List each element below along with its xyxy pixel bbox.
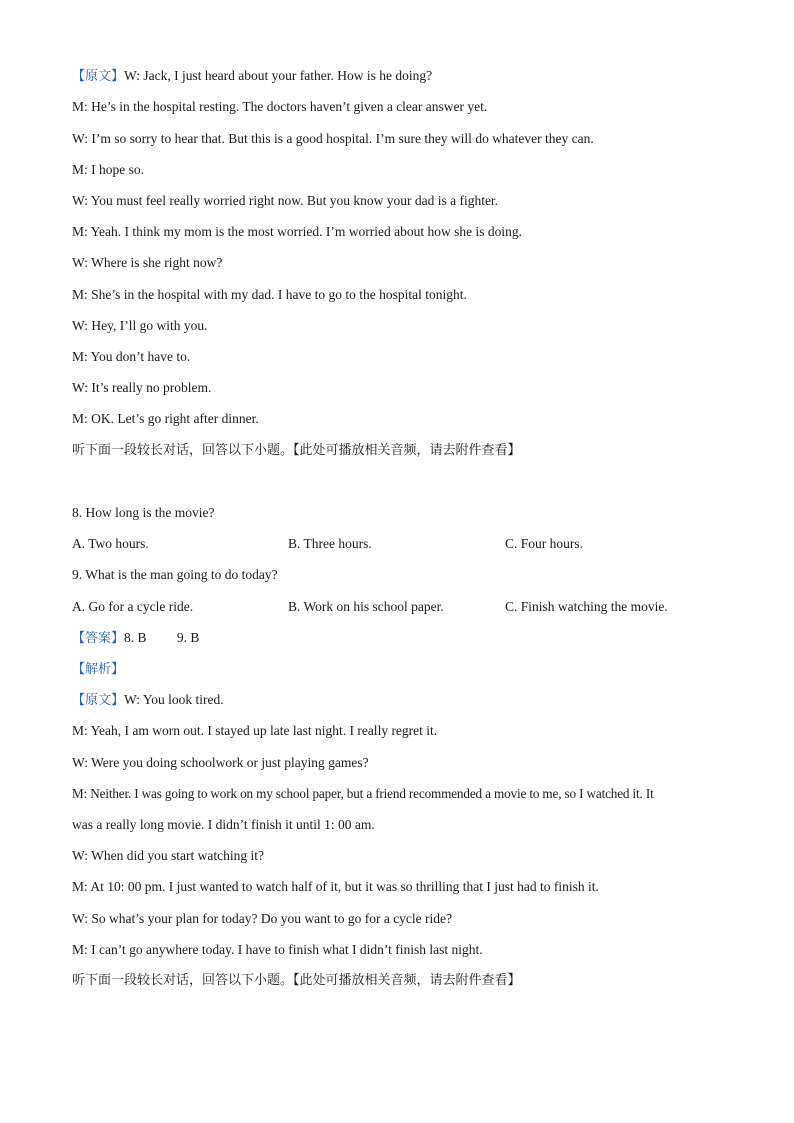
transcript-line: 【原文】W: You look tired. [72, 692, 224, 708]
analysis-tag: 【解析】 [72, 662, 125, 677]
answer-tag: 【答案】 [72, 631, 125, 646]
transcript-line: M: I hope so. [72, 162, 144, 177]
option-c: C. Finish watching the movie. [505, 599, 668, 614]
transcript-line: W: Were you doing schoolwork or just playing games? [72, 755, 369, 770]
option-a: A. Go for a cycle ride. [72, 599, 194, 614]
transcript-line: M: OK. Let’s go right after dinner. [72, 411, 259, 426]
transcript-line: M: Yeah, I am worn out. I stayed up late last night. I really regret it. [72, 723, 438, 738]
original-text-tag: 【原文】 [72, 69, 125, 84]
transcript-line: was a really long movie. I didn’t finish it until 1: 00 am. [72, 817, 375, 832]
transcript-line: W: When did you start watching it? [72, 848, 264, 863]
transcript-line: M: You don’t have to. [72, 349, 191, 364]
transcript-line: W: It’s really no problem. [72, 380, 212, 395]
transcript-line: W: You must feel really worried right now. But you know your dad is a fighter. [72, 193, 499, 208]
transcript-line: M: Neither. I was going to work on my school paper, but a friend recommended a movie to me, so I watched it. It [72, 786, 654, 801]
transcript-line: 【原文】W: Jack, I just heard about your father. How is he doing? [72, 68, 433, 84]
transcript-line: W: Hey, I’ll go with you. [72, 318, 208, 333]
transcript-line: M: He’s in the hospital resting. The doctors haven’t given a clear answer yet. [72, 99, 488, 114]
answer-line [72, 629, 199, 648]
question-stem: 8. How long is the movie? [72, 505, 215, 520]
option-b: B. Work on his school paper. [288, 599, 444, 614]
listening-instruction: 听下面一段较长对话，回答以下小题。【此处可播放相关音频，请去附件查看】 [72, 443, 521, 458]
option-b: B. Three hours. [288, 536, 372, 551]
transcript-line: M: She’s in the hospital with my dad. I have to go to the hospital tonight. [72, 287, 467, 302]
transcript-line: W: So what’s your plan for today? Do you want to go for a cycle ride? [72, 911, 453, 926]
answer-text: 8. B 9. B [124, 630, 200, 645]
transcript-line: W: I’m so sorry to hear that. But this is a good hospital. I’m sure they will do whatever they can. [72, 131, 594, 146]
transcript-line: M: I can’t go anywhere today. I have to finish what I didn’t finish last night. [72, 942, 483, 957]
option-c: C. Four hours. [505, 536, 584, 551]
transcript-line: W: Where is she right now? [72, 255, 223, 270]
question-stem: 9. What is the man going to do today? [72, 567, 278, 582]
listening-instruction: 听下面一段较长对话，回答以下小题。【此处可播放相关音频，请去附件查看】 [72, 973, 521, 988]
transcript-line: M: Yeah. I think my mom is the most worried. I’m worried about how she is doing. [72, 224, 522, 239]
transcript-line: M: At 10: 00 pm. I just wanted to watch half of it, but it was so thrilling that I just had to finish it. [72, 879, 599, 894]
analysis-heading [72, 660, 124, 679]
original-text-tag: 【原文】 [72, 693, 125, 708]
option-a: A. Two hours. [72, 536, 149, 551]
